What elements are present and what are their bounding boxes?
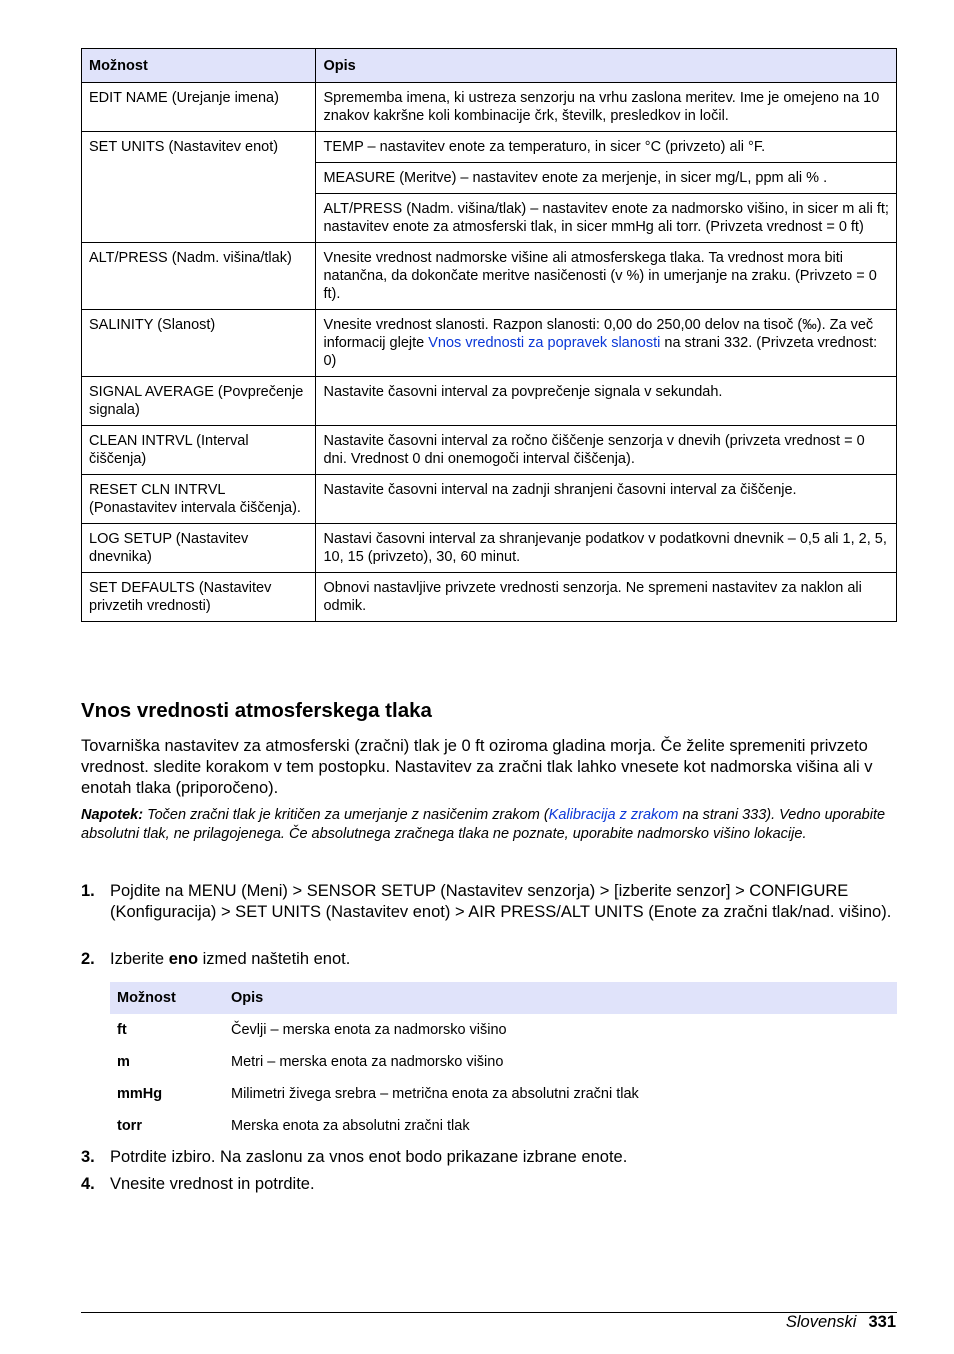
options-table bbox=[81, 48, 897, 622]
salinity-correction-link[interactable]: Vnos vrednosti za popravek slanosti bbox=[428, 335, 661, 351]
description-cell: TEMP – nastavitev enote za temperaturo, in sicer °C (privzeto) ali °F. bbox=[316, 132, 897, 163]
step-text-after: izmed naštetih enot. bbox=[198, 950, 351, 968]
table-header-row bbox=[110, 982, 897, 1014]
option-cell: LOG SETUP (Nastavitev dnevnika) bbox=[82, 524, 316, 573]
step-text: Vnesite vrednost in potrdite. bbox=[110, 1175, 315, 1193]
unit-cell: mmHg bbox=[117, 1086, 163, 1102]
step-text-before: Izberite bbox=[110, 950, 169, 968]
column-header-option: Možnost bbox=[82, 49, 316, 83]
option-cell: SALINITY (Slanost) bbox=[82, 310, 316, 377]
description-cell: Merska enota za absolutni zračni tlak bbox=[231, 1118, 470, 1134]
unit-cell: ft bbox=[117, 1022, 127, 1038]
column-header-option: Možnost bbox=[110, 982, 224, 1014]
table-row bbox=[110, 1014, 897, 1046]
note bbox=[81, 806, 896, 843]
step-4 bbox=[81, 1174, 896, 1195]
page-number: 331 bbox=[868, 1313, 896, 1331]
table-row bbox=[82, 132, 897, 163]
table-row bbox=[82, 310, 897, 377]
table-header-row bbox=[82, 49, 897, 83]
table-row bbox=[82, 573, 897, 622]
unit-cell: torr bbox=[117, 1118, 142, 1134]
step-number: 1. bbox=[81, 882, 95, 900]
table-row bbox=[82, 243, 897, 310]
step-text: Potrdite izbiro. Na zaslonu za vnos enot bodo prikazane izbrane enote. bbox=[110, 1148, 628, 1166]
description-cell: MEASURE (Meritve) – nastavitev enote za merjenje, in sicer mg/L, ppm ali % . bbox=[316, 163, 897, 194]
description-cell: Obnovi nastavljive privzete vrednosti senzorja. Ne spremeni nastavitev za naklon ali odmik. bbox=[316, 573, 897, 622]
description-cell: Nastavite časovni interval na zadnji shranjeni časovni interval za čiščenje. bbox=[316, 475, 897, 524]
note-text-before: Točen zračni tlak je kritičen za umerjanje z nasičenim zrakom ( bbox=[143, 807, 549, 823]
column-header-description: Opis bbox=[316, 49, 897, 83]
note-label: Napotek: bbox=[81, 807, 144, 823]
step-text bbox=[110, 949, 896, 970]
step-number: 4. bbox=[81, 1175, 95, 1193]
step-text-bold: eno bbox=[168, 950, 199, 968]
unit-cell: m bbox=[117, 1054, 130, 1070]
step-1 bbox=[81, 881, 896, 923]
table-row bbox=[110, 1046, 897, 1078]
table-row bbox=[82, 524, 897, 573]
description-cell: Vnesite vrednost nadmorske višine ali atmosferskega tlaka. Ta vrednost mora biti natančna, da dokončate meritve nasičenosti (v %) in umerjanje na zraku. (Privzeto = 0 ft). bbox=[316, 243, 897, 310]
option-cell: RESET CLN INTRVL (Ponastavitev intervala čiščenja). bbox=[82, 475, 316, 524]
option-cell: EDIT NAME (Urejanje imena) bbox=[82, 83, 316, 132]
description-cell: Čevlji – merska enota za nadmorsko višino bbox=[231, 1022, 507, 1038]
description-cell: Nastavi časovni interval za shranjevanje podatkov v podatkovni dnevnik – 0,5 ali 1, 2, 5, 10, 15 (privzeto), 30, 60 minut. bbox=[316, 524, 897, 573]
table-row bbox=[110, 1078, 897, 1110]
page-footer bbox=[786, 1313, 896, 1332]
step-text: Pojdite na MENU (Meni) > SENSOR SETUP (Nastavitev senzorja) > [izberite senzor] > CONFIGURE (Konfiguracija) > SET UNITS (Nastavitev enot) > AIR PRESS/ALT UNITS (Enote za zračni tlak/nad. višino). bbox=[110, 882, 892, 921]
footer-language: Slovenski bbox=[785, 1313, 857, 1331]
option-cell: SET UNITS (Nastavitev enot) bbox=[82, 132, 316, 243]
table-row bbox=[82, 426, 897, 475]
footer-divider bbox=[81, 1312, 897, 1313]
intro-paragraph: Tovarniška nastavitev za atmosferski (zračni) tlak je 0 ft oziroma gladina morja. Če želite spremeniti privzeto vrednost. sledite korakom v tem postopku. Nastavitev za zračni tlak lahko vnesete kot nadmorska višina ali v enotah tlaka (priporočeno). bbox=[81, 737, 873, 797]
option-cell: ALT/PRESS (Nadm. višina/tlak) bbox=[82, 243, 316, 310]
description-cell: Milimetri živega srebra – metrična enota za absolutni zračni tlak bbox=[231, 1086, 639, 1102]
note-text-after: na strani 333). Vedno uporabite absolutni tlak, ne prilagojenega. Če absolutnega zračnega tlaka ne poznate, uporabite nadmorsko višino lokacije. bbox=[81, 807, 886, 842]
step-number: 2. bbox=[81, 950, 95, 968]
table-row bbox=[82, 377, 897, 426]
salinity-desc-before: Vnesite vrednost slanosti. Razpon slanosti: 0,00 do 250,00 delov na tisoč (‰). Za več informacij glejte bbox=[323, 317, 874, 351]
step-2 bbox=[81, 949, 896, 970]
units-table bbox=[110, 982, 897, 1142]
air-calibration-link[interactable]: Kalibracija z zrakom bbox=[548, 807, 679, 823]
option-cell: SIGNAL AVERAGE (Povprečenje signala) bbox=[82, 377, 316, 426]
table-row bbox=[82, 83, 897, 132]
option-cell: CLEAN INTRVL (Interval čiščenja) bbox=[82, 426, 316, 475]
description-cell: Nastavite časovni interval za povprečenje signala v sekundah. bbox=[316, 377, 897, 426]
step-3 bbox=[81, 1147, 896, 1168]
table-row bbox=[82, 475, 897, 524]
column-header-description: Opis bbox=[224, 982, 897, 1014]
section-title: Vnos vrednosti atmosferskega tlaka bbox=[81, 699, 432, 722]
description-cell: Metri – merska enota za nadmorsko višino bbox=[231, 1054, 504, 1070]
description-cell: Sprememba imena, ki ustreza senzorju na vrhu zaslona meritev. Ime je omejeno na 10 znakov kakršne koli kombinacije črk, številk, presledkov in ločil. bbox=[316, 83, 897, 132]
description-cell: ALT/PRESS (Nadm. višina/tlak) – nastavitev enote za nadmorsko višino, in sicer m ali ft; nastavitev enote za atmosferski tlak, in sicer mmHg ali torr. (Privzeta vrednost = 0 ft) bbox=[316, 194, 897, 243]
step-number: 3. bbox=[81, 1148, 95, 1166]
description-cell: Nastavite časovni interval za ročno čiščenje senzorja v dnevih (privzeta vrednost = 0 dni. Vrednost 0 dni onemogoči interval čiščenja). bbox=[316, 426, 897, 475]
option-cell: SET DEFAULTS (Nastavitev privzetih vrednosti) bbox=[82, 573, 316, 622]
table-row bbox=[110, 1110, 897, 1142]
salinity-desc-after: na strani 332. (Privzeta vrednost: 0) bbox=[323, 335, 878, 369]
description-cell bbox=[316, 310, 897, 377]
